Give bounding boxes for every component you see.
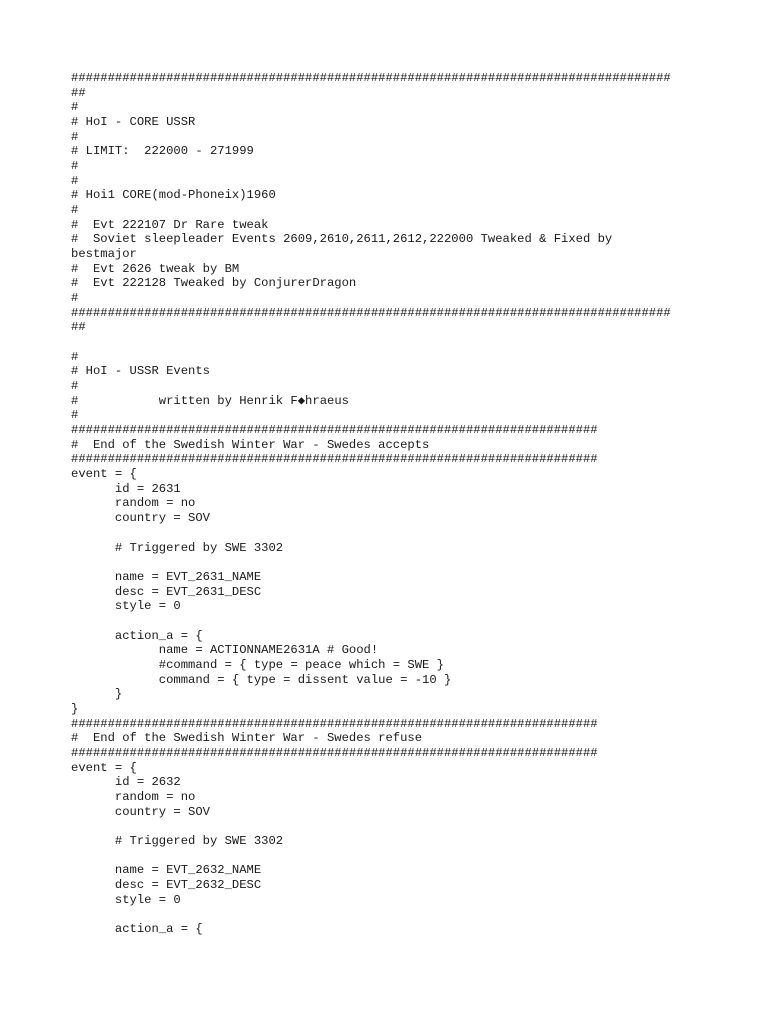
text-line: #command = { type = peace which = SWE } (71, 657, 444, 672)
text-line: desc = EVT_2631_DESC (71, 584, 262, 599)
text-line: command = { type = dissent value = -10 } (71, 672, 452, 687)
text-line: # End of the Swedish Winter War - Swedes accepts (71, 437, 430, 452)
text-line: # End of the Swedish Winter War - Swedes refuse (71, 731, 423, 746)
text-line: # (71, 408, 79, 423)
text-line: # (71, 129, 79, 144)
text-line: ## (71, 320, 86, 335)
text-line (71, 614, 751, 629)
text-line: ######################################################################## (71, 716, 598, 731)
text-line: # LIMIT: 222000 - 271999 (71, 144, 254, 159)
text-line: style = 0 (71, 599, 181, 614)
text-line: # written by Henrik F◆hraeus (71, 393, 349, 408)
text-line: random = no (71, 496, 196, 511)
text-line: style = 0 (71, 892, 181, 907)
document-text (71, 71, 751, 937)
text-line: name = ACTIONNAME2631A # Good! (71, 643, 379, 658)
text-line: action_a = { (71, 628, 203, 643)
text-line: ######################################################################## (71, 452, 598, 467)
text-line (71, 907, 751, 922)
text-line: } (71, 701, 79, 716)
text-line: # Soviet sleepleader Events 2609,2610,2611,2612,222000 Tweaked & Fixed by (71, 232, 613, 247)
text-line (71, 819, 751, 834)
text-line (71, 555, 751, 570)
text-line: # Hoi1 CORE(mod-Phoneix)1960 (71, 188, 276, 203)
text-line: event = { (71, 760, 137, 775)
text-line: random = no (71, 789, 196, 804)
text-line: # Evt 222107 Dr Rare tweak (71, 217, 269, 232)
text-line (71, 526, 751, 541)
text-line: country = SOV (71, 804, 210, 819)
text-line: # Triggered by SWE 3302 (71, 540, 284, 555)
text-line: } (71, 687, 123, 702)
text-line: # (71, 203, 79, 218)
text-line: bestmajor (71, 247, 137, 262)
text-line: # (71, 100, 79, 115)
text-line: ######################################################################## (71, 423, 598, 438)
text-line: id = 2631 (71, 481, 181, 496)
text-line: # Triggered by SWE 3302 (71, 833, 284, 848)
text-line: # Evt 222128 Tweaked by ConjurerDragon (71, 276, 357, 291)
text-line: name = EVT_2631_NAME (71, 569, 262, 584)
text-line: # Evt 2626 tweak by BM (71, 261, 240, 276)
text-line: # (71, 379, 79, 394)
text-line: # HoI - CORE USSR (71, 115, 196, 130)
text-line: action_a = { (71, 921, 203, 936)
text-line: name = EVT_2632_NAME (71, 863, 262, 878)
text-line: ################################################################################## (71, 305, 671, 320)
text-line: # (71, 349, 79, 364)
text-line: # (71, 291, 79, 306)
text-line: # (71, 173, 79, 188)
text-line: # (71, 159, 79, 174)
text-line: country = SOV (71, 511, 210, 526)
text-line: # HoI - USSR Events (71, 364, 210, 379)
text-line: ######################################################################## (71, 745, 598, 760)
text-line (71, 849, 751, 864)
text-line: desc = EVT_2632_DESC (71, 877, 262, 892)
text-line: id = 2632 (71, 775, 181, 790)
text-line (71, 335, 751, 350)
text-line: event = { (71, 467, 137, 482)
text-line: ################################################################################## (71, 71, 671, 85)
text-line: ## (71, 85, 86, 100)
